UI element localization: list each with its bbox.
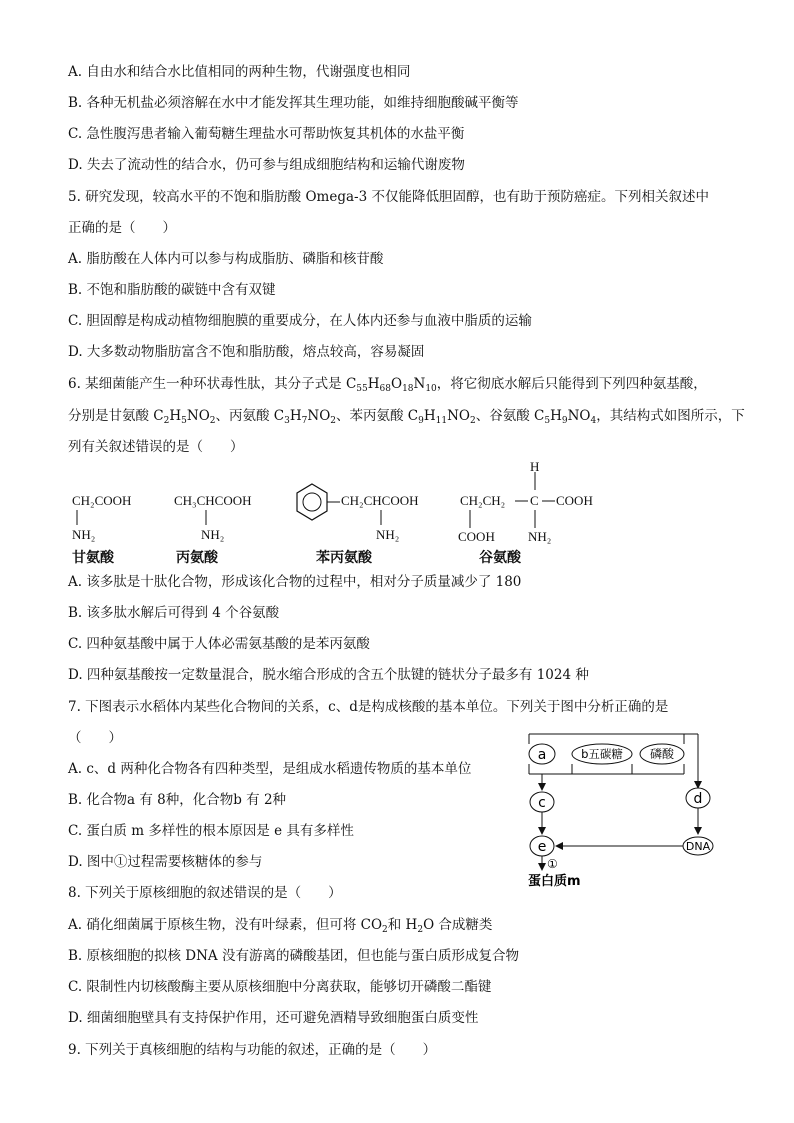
q7-option-d: D. 图中①过程需要核糖体的参与: [68, 854, 263, 870]
q7-stem-line1: 7. 下图表示水稻体内某些化合物间的关系，c、d是构成核酸的基本单位。下列关于图中分析正确的是: [68, 699, 669, 715]
node-phosphate-label: 磷酸: [649, 747, 675, 761]
q4-option-d: D. 失去了流动性的结合水，仍可参与组成细胞结构和运输代谢废物: [68, 157, 465, 173]
structure-bonds: [0, 455, 794, 570]
glutamate-h: H: [530, 459, 540, 474]
q4-option-c: C. 急性腹泻患者输入葡萄糖生理盐水可帮助恢复其机体的水盐平衡: [68, 126, 465, 142]
q5-stem-line2: 正确的是（ ）: [68, 220, 176, 236]
q8-option-d: D. 细菌细胞壁具有支持保护作用，还可避免酒精导致细胞蛋白质变性: [68, 1010, 479, 1026]
protein-m-label: 蛋白质m: [528, 874, 581, 889]
q5-option-d: D. 大多数动物脂肪富含不饱和脂肪酸，熔点较高，容易凝固: [68, 344, 425, 360]
node-c-label: c: [538, 795, 546, 811]
phenylalanine-formula-bottom: NH₂: [376, 527, 400, 542]
q6-option-a: A. 该多肽是十肽化合物，形成该化合物的过程中，相对分子质量减少了 180: [68, 574, 522, 590]
glutamate-cooh-side: COOH: [458, 529, 495, 544]
q6-option-c: C. 四种氨基酸中属于人体必需氨基酸的是苯丙氨酸: [68, 636, 370, 652]
q9-stem: 9. 下列关于真核细胞的结构与功能的叙述，正确的是（ ）: [68, 1042, 437, 1058]
q4-option-a: A. 自由水和结合水比值相同的两种生物，代谢强度也相同: [68, 64, 411, 80]
q6-option-b: B. 该多肽水解后可得到 4 个谷氨酸: [68, 605, 280, 621]
glutamate-cooh-right: COOH: [556, 493, 593, 508]
phenylalanine-formula-top: CH₂CHCOOH: [341, 493, 419, 508]
node-a-label: a: [537, 747, 547, 763]
glycine-formula-top: CH₂COOH: [72, 493, 132, 508]
q7-option-a: A. c、d 两种化合物各有四种类型，是组成水稻遗传物质的基本单位: [68, 761, 472, 777]
step-1-label: ①: [547, 857, 558, 871]
node-dna-label: DNA: [685, 840, 711, 853]
alanine-formula-bottom: NH₂: [201, 527, 225, 542]
node-d-label: d: [693, 791, 703, 807]
benzene-ring-icon: [297, 484, 327, 520]
q8-option-a: A. 硝化细菌属于原核生物，没有叶绿素，但可将 $CO_2$和 $H_2O$ 合成糖类: [68, 917, 493, 935]
q5-option-c: C. 胆固醇是构成动植物细胞膜的重要成分，在人体内还参与血液中脂质的运输: [68, 313, 532, 329]
glutamate-alpha-carbon: C: [530, 493, 539, 508]
glycine-formula-bottom: NH₂: [72, 527, 96, 542]
q8-option-c: C. 限制性内切核酸酶主要从原核细胞中分离获取，能够切开磷酸二酯键: [68, 979, 492, 995]
amino-acid-structures: [0, 455, 794, 570]
q4-option-b: B. 各种无机盐必须溶解在水中才能发挥其生理功能，如维持细胞酸碱平衡等: [68, 95, 519, 111]
q5-option-b: B. 不饱和脂肪酸的碳链中含有双键: [68, 282, 276, 298]
glutamate-ch2ch2: CH₂CH₂: [460, 493, 506, 508]
q6-stem-line3: 列有关叙述错误的是（ ）: [68, 439, 244, 455]
q8-option-b: B. 原核细胞的拟核 DNA 没有游离的磷酸基团，但也能与蛋白质形成复合物: [68, 948, 519, 964]
glutamate-nh2: NH₂: [528, 529, 552, 544]
q7-stem-line2: （ ）: [68, 730, 122, 746]
q6-stem-line2: 分别是甘氨酸 $C_2H_5NO_2$、丙氨酸 $C_3H_7NO_2$、苯丙氨酸 $C_9H_{11}NO_2$、谷氨酸 $C_5H_9NO_4$，其结构式如图所示，下: [68, 408, 745, 426]
node-e-label: e: [537, 839, 547, 855]
q6-stem-line1: 6. 某细菌能产生一种环状毒性肽，其分子式是 $C_{55}H_{68}O_{18}N_{10}$，将它彻底水解后只能得到下列四种氨基酸，: [68, 376, 707, 394]
q7-option-b: B. 化合物a 有 8种，化合物b 有 2种: [68, 792, 287, 808]
nucleic-acid-diagram: [520, 730, 740, 890]
q6-option-d: D. 四种氨基酸按一定数量混合，脱水缩合形成的含五个肽键的链状分子最多有 1024 种: [68, 667, 589, 683]
q5-stem-line1: 5. 研究发现，较高水平的不饱和脂肪酸 Omega-3 不仅能降低胆固醇，也有助于预防癌症。下列相关叙述中: [68, 189, 709, 205]
q5-option-a: A. 脂肪酸在人体内可以参与构成脂肪、磷脂和核苷酸: [68, 251, 384, 267]
glycine-name: 甘氨酸: [72, 550, 114, 566]
q8-stem: 8. 下列关于原核细胞的叙述错误的是（ ）: [68, 885, 342, 901]
alanine-name: 丙氨酸: [176, 550, 218, 566]
q7-option-c: C. 蛋白质 m 多样性的根本原因是 e 具有多样性: [68, 823, 354, 839]
alanine-formula-top: CH₃CHCOOH: [174, 493, 252, 508]
phenylalanine-name: 苯丙氨酸: [316, 550, 372, 566]
node-b-label: b五碳糖: [581, 747, 623, 761]
glutamate-name: 谷氨酸: [479, 550, 521, 566]
